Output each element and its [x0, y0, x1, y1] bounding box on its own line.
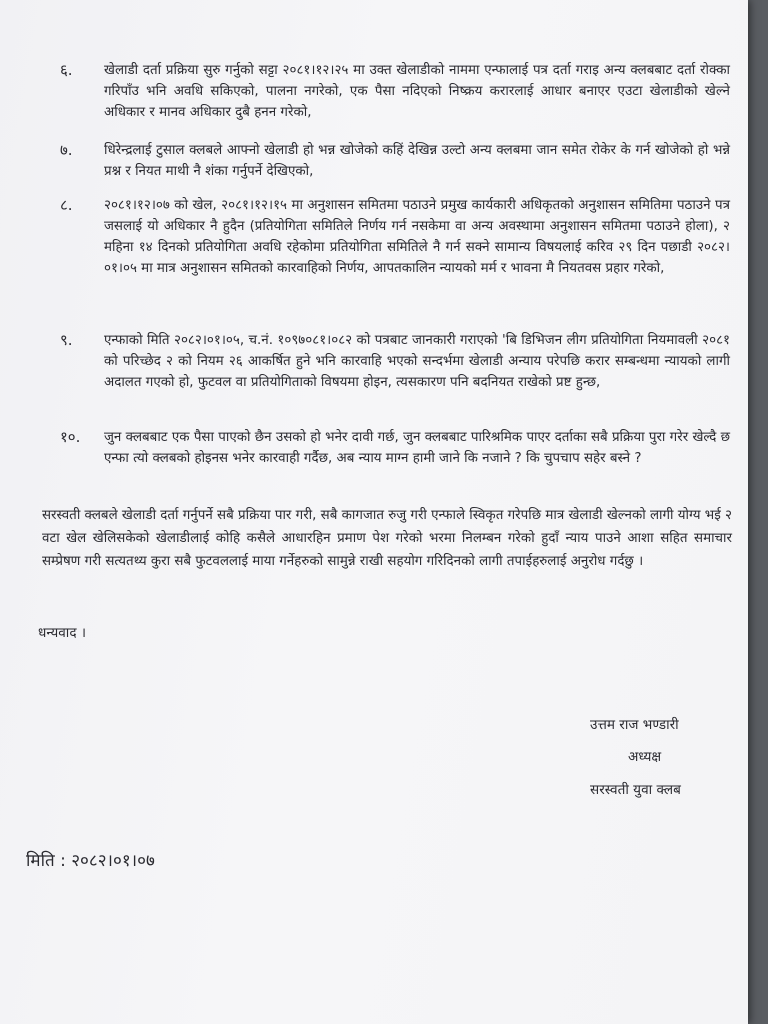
point-text: जुन क्लबबाट एक पैसा पाएको छैन उसको हो भनेर दावी गर्छ, जुन क्लबबाट पारिश्रमिक पाएर दर्ताका सबै प्रक्रिया पुरा गरेर खेल्दै छ एन्फा त्यो क्लबको होइनस भनेर कारवाही गर्दैछ, अब न्याय माग्न हामी जाने कि नजाने ? कि चुपचाप सहेर बस्ने ?	[104, 430, 730, 466]
point-number: ९.	[60, 331, 73, 349]
point-number: १०.	[60, 428, 81, 446]
point-text: धिरेन्द्रलाई टुसाल क्लबले आफ्नो खेलाडी हो भन्न खोजेको कहिं देखिन्न उल्टो अन्य क्लबमा जान समेत रोकेर के गर्न खोजेको हो भन्ने प्रश्न र नियत माथी नै शंका गर्नुपर्ने देखिएको,	[104, 143, 730, 179]
point-number: ६.	[60, 61, 73, 79]
closing-paragraph: सरस्वती क्लबले खेलाडी दर्ता गर्नुपर्ने सबै प्रक्रिया पार गरी, सबै कागजात रुजु गरी एन्फाले स्विकृत गरेपछि मात्र खेलाडी खेल्नको लागी योग्य भई २ वटा खेल खेलिसकेको खेलाडीलाई कोहि कसैले आधारहिन प्रमाण पेश गरेको भरमा निलम्बन गरेको हुदाँ न्याय पाउने आशा सहित समाचार सम्प्रेषण गरी सत्यतथ्य कुरा सबै फुटवललाई माया गर्नेहरुको सामुन्ने राखी सहयोग गरिदिनको लागी तपाईहरुलाई अनुरोध गर्दछु ।	[42, 508, 732, 569]
point-text: एन्फाको मिति २०८२।०१।०५, च.नं. १०९७०८१।०८२ को पत्रबाट जानकारी गराएको 'बि डिभिजन लीग प्रतियोगिता नियमावली २०८१ को परिच्छेद २ को नियम २६ आकर्षित हुने भनि कारवाहि भएको सन्दर्भमा खेलाडी अन्याय परेपछि करार सम्बन्धमा न्यायको लागी अदालत गएको हो, फुटवल वा प्रतियोगिताको विषयमा होइन, त्यसकारण पनि बदनियत राखेको प्रष्ट हुन्छ,	[104, 333, 730, 390]
point-text: खेलाडी दर्ता प्रक्रिया सुरु गर्नुको सट्टा २०८१।१२।२५ मा उक्त खेलाडीको नाममा एन्फालाई पत्र दर्ता गराइ अन्य क्लबबाट दर्ता रोक्का गरिपाँउ भनि अवधि सकिएको, पालना नगरेको, एक पैसा नदिएको निष्क्रय करारलाई आधार बनाएर एउटा खेलाडीको खेल्ने अधिकार र मानव अधिकार दुबै हनन गरेको,	[104, 63, 730, 120]
signatory-name: उत्तम राज भण्डारी	[590, 717, 679, 733]
thanks-text: धन्यवाद ।	[38, 625, 87, 641]
letter-date: मिति : २०८२।०१।०७	[26, 851, 155, 871]
signatory-organization: सरस्वती युवा क्लब	[590, 782, 681, 798]
point-text: २०८१।१२।०७ को खेल, २०८१।१२।१५ मा अनुशासन समितमा पठाउने प्रमुख कार्यकारी अधिकृतको अनुशासन समितिमा पठाउने पत्र जसलाई यो अधिकार नै हुदैन (प्रतियोगिता समितिले निर्णय गर्न नसकेमा वा अन्य अवस्थामा अनुशासन समितमा पठाउने होला), २ महिना १४ दिनको प्रतियोगिता अवधि रहेकोमा प्रतियोगिता समितिले नै गर्न सक्ने सामान्य विषयलाई करिव २९ दिन पछाडी २०८२।०१।०५ मा मात्र अनुशासन समितको कारवाहिको निर्णय, आपतकालिन न्यायको मर्म र भावना मै नियतवस प्रहार गरेको,	[104, 198, 730, 276]
signatory-title: अध्यक्ष	[628, 749, 662, 765]
point-number: ७.	[60, 141, 73, 159]
point-number: ८.	[60, 196, 73, 214]
